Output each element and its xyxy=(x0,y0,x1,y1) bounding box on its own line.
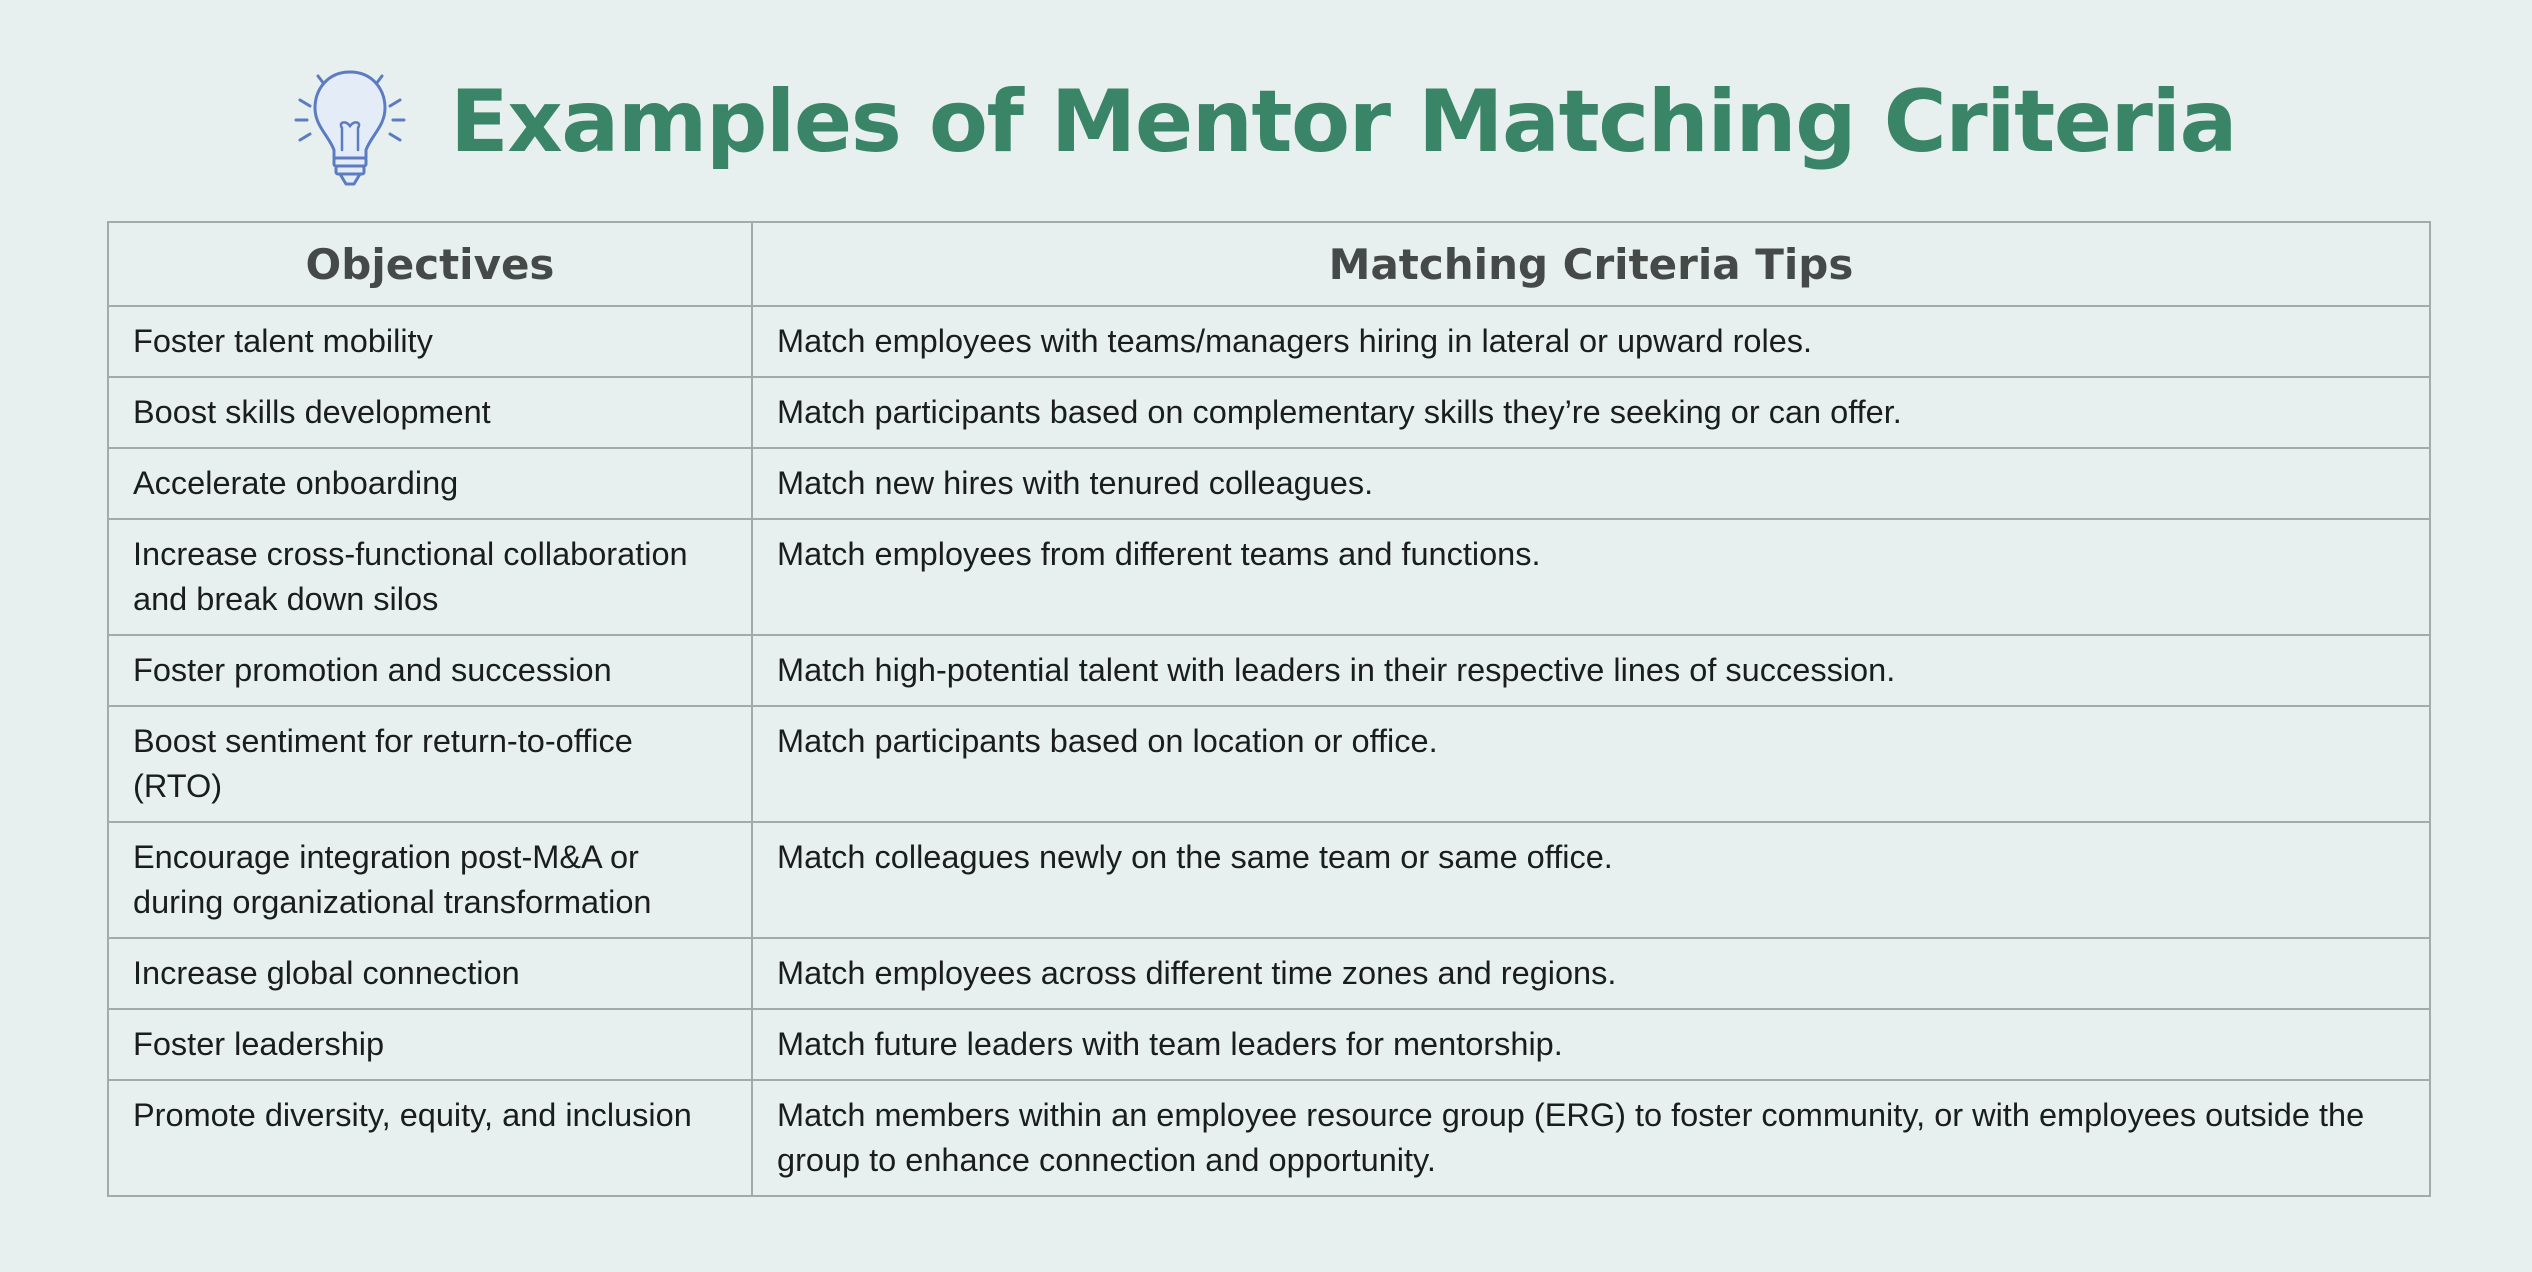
table-row xyxy=(108,306,2430,377)
objective-cell: Foster promotion and succession xyxy=(108,635,752,706)
column-header-objectives: Objectives xyxy=(108,222,752,306)
table-row xyxy=(108,706,2430,822)
objective-cell: Boost sentiment for return-to-office (RTO) xyxy=(108,706,752,822)
objective-cell: Accelerate onboarding xyxy=(108,448,752,519)
table-header-row xyxy=(108,222,2430,306)
objective-cell: Encourage integration post-M&A or during organizational transformation xyxy=(108,822,752,938)
objective-cell: Foster talent mobility xyxy=(108,306,752,377)
criteria-table xyxy=(107,221,2431,1197)
objective-cell: Foster leadership xyxy=(108,1009,752,1080)
tip-cell: Match participants based on location or office. xyxy=(752,706,2430,822)
table-row xyxy=(108,519,2430,635)
tip-cell: Match employees from different teams and functions. xyxy=(752,519,2430,635)
table-row xyxy=(108,1009,2430,1080)
objective-cell: Promote diversity, equity, and inclusion xyxy=(108,1080,752,1196)
table-row xyxy=(108,448,2430,519)
tip-cell: Match colleagues newly on the same team or same office. xyxy=(752,822,2430,938)
objective-cell: Boost skills development xyxy=(108,377,752,448)
table-row xyxy=(108,822,2430,938)
page-title: Examples of Mentor Matching Criteria xyxy=(450,72,2236,172)
tip-cell: Match high-potential talent with leaders in their respective lines of succession. xyxy=(752,635,2430,706)
tip-cell: Match employees across different time zones and regions. xyxy=(752,938,2430,1009)
tip-cell: Match employees with teams/managers hiring in lateral or upward roles. xyxy=(752,306,2430,377)
table-row xyxy=(108,377,2430,448)
table-row xyxy=(108,938,2430,1009)
tip-cell: Match members within an employee resource group (ERG) to foster community, or with employees outside the group to enhance connection and opportunity. xyxy=(752,1080,2430,1196)
column-header-matching-criteria-tips: Matching Criteria Tips xyxy=(752,222,2430,306)
tip-cell: Match new hires with tenured colleagues. xyxy=(752,448,2430,519)
table-row xyxy=(108,635,2430,706)
tip-cell: Match future leaders with team leaders for mentorship. xyxy=(752,1009,2430,1080)
tip-cell: Match participants based on complementary skills they’re seeking or can offer. xyxy=(752,377,2430,448)
title-row xyxy=(0,0,2532,222)
objective-cell: Increase global connection xyxy=(108,938,752,1009)
objective-cell: Increase cross-functional collaboration and break down silos xyxy=(108,519,752,635)
lightbulb-icon xyxy=(294,66,406,192)
table-row xyxy=(108,1080,2430,1196)
